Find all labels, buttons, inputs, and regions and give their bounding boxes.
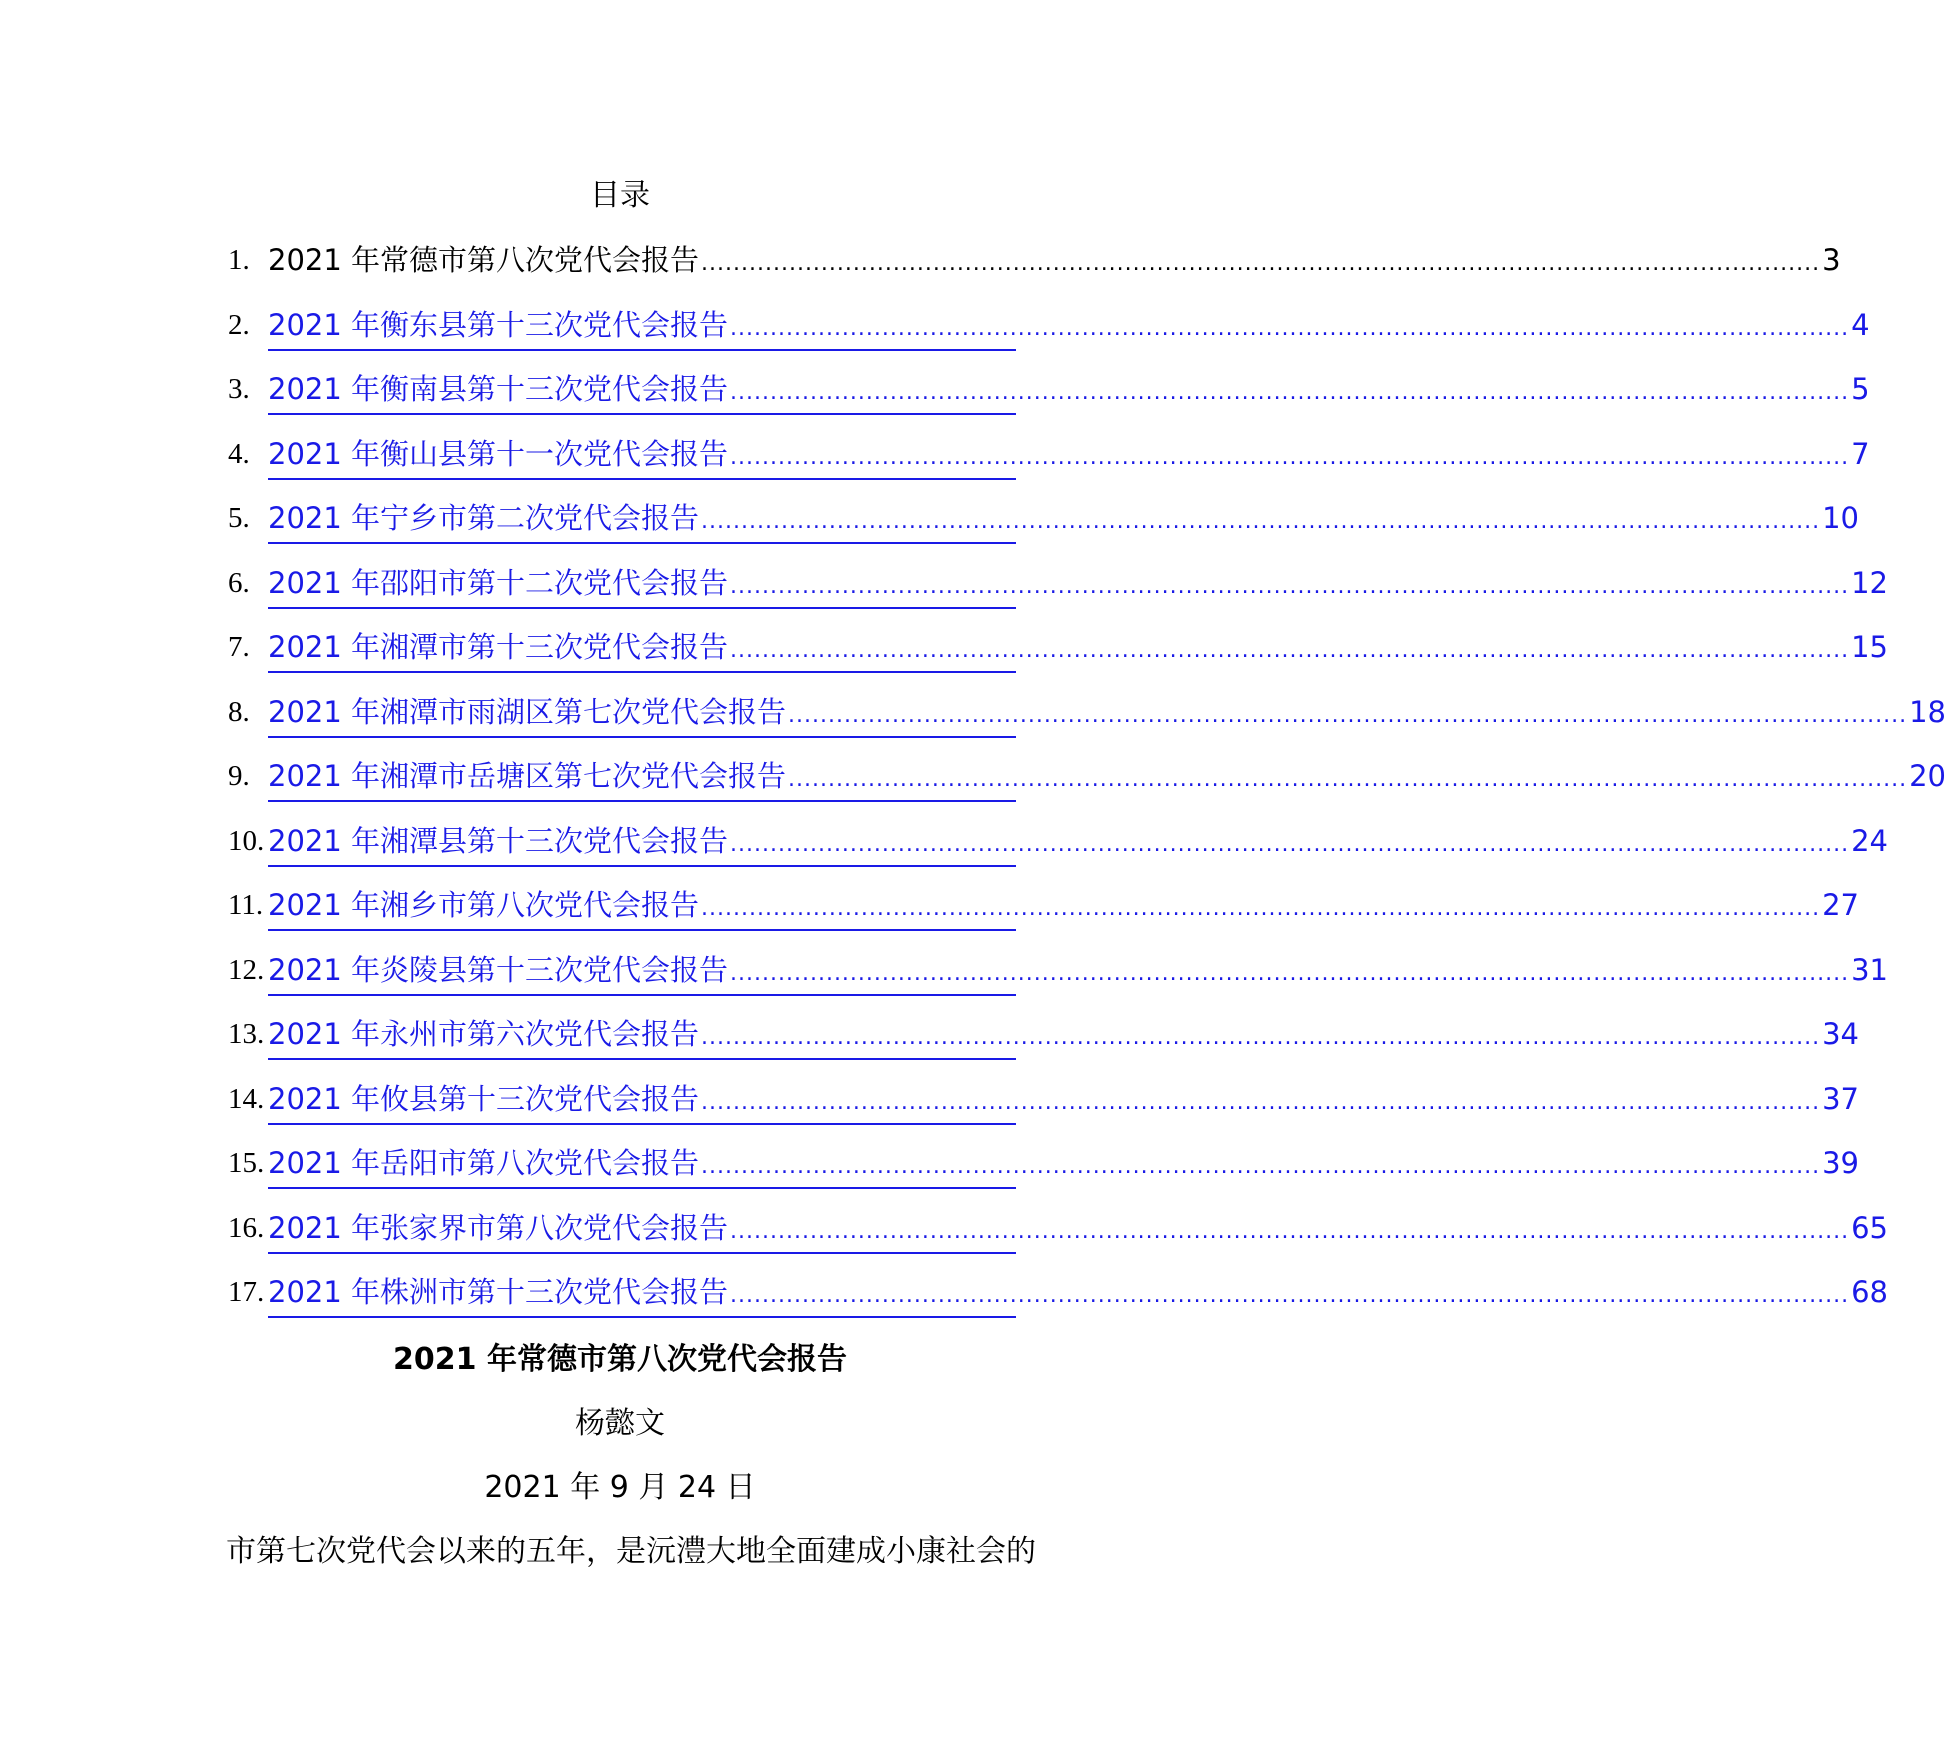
toc-entry-page: 37 (1822, 1081, 1859, 1116)
toc-entry-link[interactable] (268, 1077, 1859, 1125)
toc-dot-leader: ............................................................................................................................................ (730, 444, 1850, 470)
toc-entry-page: 34 (1822, 1017, 1859, 1051)
toc-entry-number: 3. (228, 373, 250, 405)
toc-entry-page: 27 (1822, 888, 1859, 922)
toc-entry (228, 948, 1888, 1013)
toc-entry (228, 561, 1888, 626)
toc-entry-page: 18 (1909, 694, 1946, 729)
toc-title: 目录 (590, 178, 650, 213)
toc-entry-text: 2021 年株洲市第十三次党代会报告 (268, 1275, 729, 1309)
toc-entry-link[interactable] (268, 1270, 1888, 1318)
toc-entry-link[interactable] (268, 1206, 1888, 1254)
toc-entry-number: 8. (228, 695, 250, 728)
toc-dot-leader: ............................................................................................................................................ (788, 702, 1908, 728)
toc-entry (228, 1012, 1859, 1077)
toc-entry-text: 2021 年张家界市第八次党代会报告 (268, 1210, 729, 1245)
toc-entry-number: 12. (228, 953, 265, 986)
toc-entry-link[interactable] (268, 1141, 1859, 1189)
toc-dot-leader: ............................................................................................................................................ (788, 767, 1908, 792)
toc-dot-leader: ............................................................................................................................................ (701, 1089, 1821, 1115)
toc-entry (228, 819, 1888, 884)
document-title: 2021 年常德市第八次党代会报告 (393, 1342, 847, 1377)
toc-entry (228, 303, 1870, 368)
toc-entry-text: 2021 年湘乡市第八次党代会报告 (268, 888, 700, 922)
toc-entry-page: 31 (1851, 952, 1888, 987)
toc-dot-leader: ............................................................................................................................................ (730, 315, 1850, 341)
toc-entry-number: 14. (228, 1082, 265, 1115)
toc-entry-page: 65 (1851, 1210, 1888, 1245)
toc-dot-leader: ............................................................................................................................................ (730, 1283, 1850, 1308)
toc-dot-leader: ............................................................................................................................................ (730, 573, 1850, 599)
toc-entry-page: 68 (1851, 1275, 1888, 1309)
toc-entry (228, 690, 1946, 755)
toc-entry-page: 7 (1851, 436, 1870, 471)
toc-entry (228, 496, 1859, 561)
toc-entry-link[interactable] (268, 883, 1859, 931)
toc-entry-number: 7. (228, 631, 250, 663)
toc-entry (228, 1077, 1859, 1142)
toc-entry-text: 2021 年湘潭市岳塘区第七次党代会报告 (268, 759, 787, 793)
toc-dot-leader: ............................................................................................................................................ (730, 960, 1850, 986)
toc-entry-number: 11. (228, 889, 264, 921)
toc-entry (228, 754, 1946, 819)
table-of-contents (228, 238, 1946, 1335)
toc-entry-text: 2021 年宁乡市第二次党代会报告 (268, 501, 700, 535)
toc-entry-page: 4 (1851, 307, 1870, 342)
toc-dot-leader: ............................................................................................................................................ (701, 896, 1821, 921)
toc-entry-page: 15 (1851, 630, 1888, 664)
toc-entry-page: 39 (1822, 1146, 1859, 1180)
toc-entry-number: 1. (228, 244, 250, 276)
toc-entry-number: 9. (228, 760, 250, 792)
toc-entry-link[interactable] (268, 496, 1859, 544)
toc-entry-link[interactable] (268, 367, 1870, 415)
toc-entry-number: 2. (228, 308, 250, 341)
toc-entry-text: 2021 年衡山县第十一次党代会报告 (268, 436, 729, 471)
toc-entry-link[interactable] (268, 238, 1841, 284)
toc-entry-link[interactable] (268, 690, 1946, 738)
document-paragraph: 市第七次党代会以来的五年，是沅澧大地全面建成小康社会的 (226, 1534, 1036, 1569)
toc-entry-number: 6. (228, 566, 250, 599)
toc-entry-number: 15. (228, 1147, 265, 1179)
toc-dot-leader: ............................................................................................................................................ (701, 251, 1821, 276)
toc-entry (228, 1141, 1859, 1206)
toc-entry-text: 2021 年湘潭市第十三次党代会报告 (268, 630, 729, 664)
toc-entry-number: 4. (228, 437, 250, 470)
toc-dot-leader: ............................................................................................................................................ (730, 1218, 1850, 1244)
toc-entry (228, 238, 1841, 303)
toc-entry-number: 13. (228, 1018, 265, 1050)
toc-entry-link[interactable] (268, 948, 1888, 996)
toc-entry-page: 10 (1822, 501, 1859, 535)
toc-entry-text: 2021 年常德市第八次党代会报告 (268, 243, 700, 277)
toc-entry-page: 5 (1851, 372, 1870, 406)
toc-entry-text: 2021 年衡东县第十三次党代会报告 (268, 307, 729, 342)
toc-entry-link[interactable] (268, 303, 1870, 351)
toc-entry-number: 5. (228, 502, 250, 534)
document-author: 杨懿文 (575, 1406, 665, 1441)
toc-entry-number: 10. (228, 824, 265, 857)
toc-entry-text: 2021 年岳阳市第八次党代会报告 (268, 1146, 700, 1180)
toc-dot-leader: ............................................................................................................................................ (730, 638, 1850, 663)
toc-entry-link[interactable] (268, 1012, 1859, 1060)
toc-dot-leader: ............................................................................................................................................ (730, 831, 1850, 857)
toc-entry-page: 20 (1909, 759, 1946, 793)
toc-entry (228, 367, 1870, 432)
toc-entry-text: 2021 年湘潭市雨湖区第七次党代会报告 (268, 694, 787, 729)
toc-entry-link[interactable] (268, 819, 1888, 867)
toc-entry-link[interactable] (268, 754, 1946, 802)
toc-entry-page: 3 (1822, 243, 1841, 277)
toc-entry (228, 1270, 1888, 1335)
toc-dot-leader: ............................................................................................................................................ (701, 509, 1821, 534)
toc-entry-text: 2021 年衡南县第十三次党代会报告 (268, 372, 729, 406)
toc-entry-text: 2021 年湘潭县第十三次党代会报告 (268, 823, 729, 858)
toc-entry (228, 625, 1888, 690)
toc-entry-text: 2021 年永州市第六次党代会报告 (268, 1017, 700, 1051)
toc-dot-leader: ............................................................................................................................................ (701, 1154, 1821, 1179)
toc-entry-link[interactable] (268, 625, 1888, 673)
toc-entry-page: 12 (1851, 565, 1888, 600)
toc-entry-link[interactable] (268, 432, 1870, 480)
toc-dot-leader: ............................................................................................................................................ (730, 380, 1850, 405)
document-date: 2021 年 9 月 24 日 (484, 1470, 756, 1505)
toc-entry-text: 2021 年邵阳市第十二次党代会报告 (268, 565, 729, 600)
toc-entry-page: 24 (1851, 823, 1888, 858)
toc-entry-number: 16. (228, 1211, 265, 1244)
toc-entry-text: 2021 年炎陵县第十三次党代会报告 (268, 952, 729, 987)
toc-entry-text: 2021 年攸县第十三次党代会报告 (268, 1081, 700, 1116)
toc-entry-number: 17. (228, 1276, 265, 1308)
toc-entry (228, 883, 1859, 948)
toc-dot-leader: ............................................................................................................................................ (701, 1025, 1821, 1050)
toc-entry (228, 432, 1870, 497)
toc-entry (228, 1206, 1888, 1271)
toc-entry-link[interactable] (268, 561, 1888, 609)
